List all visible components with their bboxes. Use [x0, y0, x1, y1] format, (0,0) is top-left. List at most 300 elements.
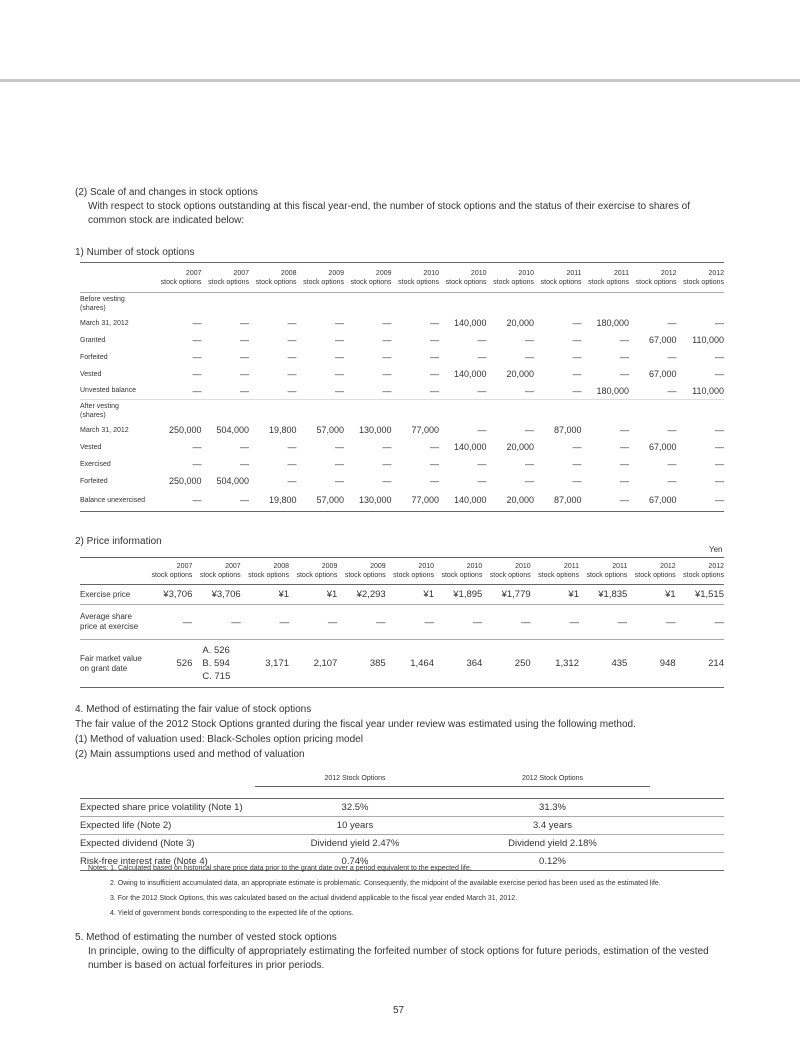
- table-cell: 20,000: [506, 318, 534, 328]
- column-type: stock options: [248, 572, 290, 579]
- empty-cell: [650, 798, 724, 816]
- table2-column-header: [482, 558, 530, 585]
- column-type: stock options: [344, 572, 386, 579]
- table-cell: 385: [369, 658, 386, 669]
- row-label: Average share price at exercise: [80, 605, 144, 640]
- table-cell: 140,000: [453, 318, 487, 328]
- table2-column-header: [434, 558, 482, 585]
- section5-heading: 5. Method of estimating the number of vested stock options: [75, 932, 337, 943]
- table-cell: 214: [708, 658, 724, 669]
- table-cell: —: [287, 318, 297, 328]
- table-cell: —: [667, 476, 677, 486]
- table-cell: —: [477, 459, 487, 469]
- table-cell: —: [287, 352, 297, 362]
- table-cell: —: [382, 385, 392, 396]
- column-year: 2010: [418, 563, 434, 570]
- table-cell: ¥2,293: [337, 585, 385, 605]
- table-cell: —: [335, 335, 344, 345]
- empty-header-cell: [80, 558, 144, 585]
- table2-unit: Yen: [709, 545, 723, 554]
- column-type: stock options: [199, 572, 241, 579]
- table-row: [80, 315, 724, 332]
- table-row: [80, 798, 724, 816]
- section2-heading: (2) Scale of and changes in stock options: [75, 187, 258, 198]
- table-cell: 504,000: [216, 476, 249, 486]
- empty-header-cell: [80, 263, 154, 293]
- table-cell: —: [382, 352, 392, 362]
- note-1: Notes: 1. Calculated based on historical share price data prior to the grant date over a period equivalent to the expected life.: [88, 865, 472, 872]
- section4-line2: (1) Method of valuation used: Black-Scholes option pricing model: [75, 734, 363, 745]
- table-cell: —: [667, 318, 677, 328]
- table-cell: ¥1: [627, 585, 675, 605]
- table2-column-header: [192, 558, 240, 585]
- table-cell: —: [335, 369, 344, 379]
- table-cell: —: [287, 442, 297, 452]
- table-cell: —: [192, 385, 202, 396]
- table-cell: —: [525, 352, 534, 362]
- table-cell: —: [430, 476, 439, 486]
- table-cell: 87,000: [553, 495, 582, 506]
- table-cell: —: [240, 369, 249, 379]
- column-year: 2010: [470, 269, 487, 277]
- table-cell: —: [240, 318, 249, 328]
- table-cell: —: [287, 369, 297, 379]
- table-cell: —: [192, 605, 240, 640]
- column-type: stock options: [489, 572, 531, 579]
- column-year: 2007: [176, 563, 193, 570]
- table-cell: 77,000: [411, 425, 439, 435]
- table-cell: —: [715, 442, 724, 452]
- cell-line: B. 594: [202, 658, 230, 669]
- table-cell: —: [477, 476, 487, 486]
- table-cell: 948: [659, 658, 676, 669]
- table-cell: 110,000: [692, 385, 724, 396]
- table2-column-header: [531, 558, 579, 585]
- table-cell: ¥1: [386, 585, 434, 605]
- row-label: Forfeited: [80, 477, 108, 485]
- row-label: Expected life (Note 2): [80, 816, 255, 834]
- table1-column-header: [534, 263, 582, 293]
- table-cell: 67,000: [648, 369, 677, 379]
- table-cell: —: [572, 385, 582, 396]
- table-cell: 130,000: [358, 425, 392, 435]
- table1-column-header: [249, 263, 297, 293]
- row-label: March 31, 2012: [80, 426, 129, 434]
- table-cell: ¥1: [289, 585, 337, 605]
- header-rule: [0, 79, 800, 82]
- table-cell: —: [572, 335, 582, 345]
- empty-cell: [650, 834, 724, 852]
- row-label: Vested: [80, 370, 102, 378]
- table3-header-row: [80, 772, 724, 786]
- table-cell: 130,000: [358, 495, 392, 506]
- table-cell: —: [287, 385, 297, 396]
- table1-title: 1) Number of stock options: [75, 247, 195, 258]
- column-type: stock options: [303, 278, 344, 286]
- table2-column-header: [144, 558, 192, 585]
- column-type: stock options: [588, 278, 629, 286]
- empty-header-cell: [80, 772, 255, 786]
- table1-column-header: [392, 263, 440, 293]
- table-cell: —: [192, 352, 202, 362]
- table-cell: —: [620, 476, 629, 486]
- table-cell: —: [620, 459, 629, 469]
- table-cell: 77,000: [411, 495, 439, 506]
- column-year: 2012: [708, 563, 724, 570]
- table-row: [80, 383, 724, 400]
- table-cell: —: [382, 318, 392, 328]
- table-cell: 435: [611, 658, 628, 669]
- table-cell: —: [572, 442, 582, 452]
- table1-column-header: [629, 263, 677, 293]
- table-cell: —: [240, 352, 249, 362]
- table1-column-header: [202, 263, 250, 293]
- table-cell: —: [335, 318, 344, 328]
- table1-column-header: [154, 263, 202, 293]
- table2-column-header: [627, 558, 675, 585]
- spacer-row: [80, 786, 724, 798]
- table-cell: ¥1,835: [579, 585, 627, 605]
- table-cell: ¥3,706: [192, 585, 240, 605]
- table-cell: —: [477, 352, 487, 362]
- table-cell: —: [430, 459, 439, 469]
- table-cell: 20,000: [506, 442, 534, 452]
- table-row: [80, 473, 724, 490]
- valuation-assumptions-table: [80, 772, 724, 871]
- table-cell: —: [525, 476, 534, 486]
- table-cell: 504,000: [216, 425, 249, 435]
- table-cell: 526: [176, 658, 193, 669]
- price-information-table: [80, 557, 724, 688]
- column-type: stock options: [540, 278, 582, 286]
- table-cell: 19,800: [268, 425, 297, 435]
- table-cell: 67,000: [648, 495, 677, 506]
- table-row: [80, 490, 724, 512]
- section-label: [80, 400, 724, 422]
- table-cell: 140,000: [453, 369, 487, 379]
- table-cell: —: [382, 476, 392, 486]
- table-cell: —: [572, 459, 582, 469]
- column-type: stock options: [445, 278, 487, 286]
- table-cell: 0.74%: [255, 852, 455, 870]
- table2-title: 2) Price information: [75, 536, 162, 547]
- column-year: 2012: [660, 563, 676, 570]
- section-label-line: (shares): [80, 304, 106, 312]
- table2-column-header: [386, 558, 434, 585]
- column-year: 2011: [613, 269, 629, 277]
- table-cell: —: [335, 476, 344, 486]
- column-year: 2008: [273, 563, 290, 570]
- column-year: 2009: [321, 563, 338, 570]
- column-year: 2012: [708, 269, 724, 277]
- section4-line3: (2) Main assumptions used and method of valuation: [75, 749, 305, 760]
- table-cell: —: [240, 385, 249, 396]
- table-cell: 1,312: [555, 658, 579, 669]
- table-cell: Dividend yield 2.47%: [255, 834, 455, 852]
- table1-column-header: [677, 263, 725, 293]
- column-year: 2007: [185, 269, 202, 277]
- table-cell: 0.12%: [455, 852, 650, 870]
- column-type: stock options: [296, 572, 338, 579]
- table-cell: —: [192, 369, 202, 379]
- table1-column-header: [439, 263, 487, 293]
- table-cell: 20,000: [506, 495, 534, 506]
- table-cell: —: [337, 605, 385, 640]
- table-cell: —: [382, 369, 392, 379]
- table-cell: —: [620, 495, 629, 506]
- table-cell: —: [715, 369, 724, 379]
- table-cell: 57,000: [316, 495, 344, 506]
- table-cell: —: [676, 605, 724, 640]
- table2-header-row: [80, 558, 724, 585]
- column-type: stock options: [160, 278, 202, 286]
- table-cell: —: [430, 385, 439, 396]
- table1-column-header: [487, 263, 535, 293]
- table-cell: —: [430, 335, 439, 345]
- table-cell: 67,000: [648, 335, 677, 345]
- table-cell: —: [192, 318, 202, 328]
- page-number: 57: [393, 1005, 405, 1016]
- column-year: 2011: [563, 563, 579, 570]
- table-cell: —: [240, 442, 249, 452]
- table-cell: —: [477, 425, 487, 435]
- table2-column-header: [289, 558, 337, 585]
- column-type: stock options: [634, 572, 676, 579]
- table-cell: —: [430, 318, 439, 328]
- column-year: 2009: [370, 563, 386, 570]
- table-row: [80, 585, 724, 605]
- table1-column-header: [297, 263, 345, 293]
- table-cell: —: [386, 605, 434, 640]
- table-cell: —: [241, 605, 289, 640]
- table-cell: —: [715, 318, 724, 328]
- column-type: stock options: [493, 278, 534, 286]
- table-cell: —: [430, 442, 439, 452]
- table-cell: ¥1: [531, 585, 579, 605]
- row-label: Balance unexercised: [80, 496, 145, 504]
- table-cell: —: [382, 442, 392, 452]
- table-cell: —: [572, 476, 582, 486]
- table-cell: —: [192, 442, 202, 452]
- table-cell: ¥1,515: [676, 585, 724, 605]
- table-cell: 140,000: [453, 495, 487, 506]
- table-cell: —: [667, 425, 677, 435]
- table-cell: —: [627, 605, 675, 640]
- empty-cell: [650, 852, 724, 870]
- table-cell: —: [715, 476, 724, 486]
- table-cell: —: [620, 442, 629, 452]
- table-cell: —: [192, 495, 202, 506]
- table-cell: —: [525, 459, 534, 469]
- section-label-line: (shares): [80, 411, 106, 419]
- column-year: 2009: [375, 269, 392, 277]
- table-cell: —: [715, 425, 724, 435]
- table-cell: —: [382, 335, 392, 345]
- table2-column-header: [579, 558, 627, 585]
- table-cell-multi: [192, 640, 240, 688]
- column-type: stock options: [151, 572, 193, 579]
- note-4: 4. Yield of government bonds corresponding to the expected life of the options.: [110, 910, 354, 917]
- column-year: 2009: [328, 269, 344, 277]
- table-cell: —: [572, 369, 582, 379]
- table1-column-header: [344, 263, 392, 293]
- row-label: Fair market value on grant date: [80, 653, 142, 673]
- table3-column-header: 2012 Stock Options: [455, 772, 650, 786]
- table-cell: —: [477, 335, 487, 345]
- table-cell: —: [715, 352, 724, 362]
- note-3: 3. For the 2012 Stock Options, this was calculated based on the actual dividend applicable to the fiscal year ended March 31, 2012.: [110, 895, 518, 902]
- spacer-cell: [80, 786, 724, 798]
- cell-line: A. 526: [202, 645, 230, 656]
- column-type: stock options: [255, 278, 297, 286]
- column-type: stock options: [683, 572, 724, 579]
- column-year: 2010: [466, 563, 483, 570]
- table-cell: Dividend yield 2.18%: [455, 834, 650, 852]
- table3-column-header: 2012 Stock Options: [255, 772, 455, 786]
- column-year: 2012: [660, 269, 677, 277]
- column-type: stock options: [586, 572, 628, 579]
- column-year: 2007: [225, 563, 241, 570]
- table-cell: —: [715, 459, 724, 469]
- table-cell: —: [192, 335, 202, 345]
- row-label: Exercised: [80, 460, 111, 468]
- section-label-row: [80, 400, 724, 422]
- table-cell: 19,800: [268, 495, 297, 506]
- section-label-row: [80, 293, 724, 315]
- table-cell: 110,000: [692, 335, 724, 345]
- table-cell: 3,171: [265, 658, 290, 669]
- table2-column-header: [676, 558, 724, 585]
- table-cell: —: [287, 335, 297, 345]
- table-cell: —: [287, 476, 297, 486]
- cell-line: C. 715: [202, 671, 231, 682]
- table-cell: —: [289, 605, 337, 640]
- column-type: stock options: [683, 278, 724, 286]
- table-row: [80, 422, 724, 439]
- row-label: Risk-free interest rate (Note 4): [80, 852, 255, 870]
- table-cell: 2,107: [313, 658, 338, 669]
- row-label: Expected share price volatility (Note 1): [80, 798, 255, 816]
- table1-header-row: [80, 263, 724, 293]
- table-cell: 3.4 years: [455, 816, 650, 834]
- table-cell: —: [531, 605, 579, 640]
- table-row: [80, 332, 724, 349]
- table-cell: —: [287, 459, 297, 469]
- table-cell: —: [620, 425, 629, 435]
- table-cell: —: [430, 369, 439, 379]
- column-year: 2008: [280, 269, 297, 277]
- row-label: Vested: [80, 443, 102, 451]
- section4-line1: The fair value of the 2012 Stock Options granted during the fiscal year under review was estimated using the following method.: [75, 719, 636, 730]
- column-year: 2010: [515, 563, 531, 570]
- table-cell: —: [572, 318, 582, 328]
- column-type: stock options: [538, 572, 579, 579]
- table-cell: ¥1: [241, 585, 289, 605]
- table-cell: —: [525, 425, 534, 435]
- table-cell: 87,000: [553, 425, 582, 435]
- table-cell: —: [335, 442, 344, 452]
- column-type: stock options: [393, 572, 434, 579]
- row-label: Unvested balance: [80, 387, 137, 395]
- table-cell: —: [715, 495, 724, 506]
- row-label: Exercise price: [80, 585, 144, 605]
- table-cell: 250: [514, 658, 531, 669]
- table-cell: —: [240, 495, 249, 506]
- section2-intro: With respect to stock options outstanding at this fiscal year-end, the number of stock options and the status of their exercise to shares of common stock are indicated below:: [88, 201, 690, 226]
- table-cell: —: [335, 459, 344, 469]
- table-cell: 364: [466, 658, 483, 669]
- table-cell: —: [525, 385, 534, 396]
- row-label: Forfeited: [80, 353, 108, 361]
- table-cell: 250,000: [168, 425, 202, 435]
- table-cell: ¥1,895: [434, 585, 482, 605]
- table-row: [80, 366, 724, 383]
- column-type: stock options: [208, 278, 249, 286]
- row-label: Expected dividend (Note 3): [80, 834, 255, 852]
- table-row: [80, 439, 724, 456]
- section4-heading: 4. Method of estimating the fair value of stock options: [75, 704, 312, 715]
- table-cell: —: [620, 335, 629, 345]
- table-cell: 180,000: [596, 385, 629, 396]
- table-cell: —: [192, 459, 202, 469]
- table-cell: —: [434, 605, 482, 640]
- table-cell: —: [335, 385, 344, 396]
- table-row: [80, 640, 724, 688]
- column-type: stock options: [635, 278, 677, 286]
- table-cell: —: [144, 605, 192, 640]
- table-cell: —: [620, 369, 629, 379]
- table-cell: 20,000: [506, 369, 534, 379]
- table-cell: 1,464: [410, 658, 434, 669]
- column-year: 2007: [233, 269, 249, 277]
- table-cell: 67,000: [648, 442, 677, 452]
- column-type: stock options: [441, 572, 483, 579]
- note-2: 2. Owing to insufficient accumulated data, an appropriate estimate is problematic. Consequently, the midpoint of the available exercise period has been used as the estimated life.: [110, 880, 661, 887]
- table-cell: 57,000: [316, 425, 344, 435]
- table-cell: —: [667, 459, 677, 469]
- table-cell: 31.3%: [455, 798, 650, 816]
- table-cell: —: [667, 352, 677, 362]
- section-label: [80, 293, 724, 315]
- table-cell: —: [240, 459, 249, 469]
- table-cell: —: [382, 459, 392, 469]
- table-cell: 10 years: [255, 816, 455, 834]
- empty-cell: [650, 816, 724, 834]
- section-label-line: After vesting: [80, 402, 119, 410]
- empty-header-cell: [650, 772, 724, 786]
- table-row: [80, 816, 724, 834]
- table-cell: —: [482, 605, 530, 640]
- section5-body: In principle, owing to the difficulty of appropriately estimating the forfeited number of stock options for future periods, estimation of the vested number is based on actual forfeitures in prior periods.: [88, 946, 709, 971]
- table-cell: —: [620, 352, 629, 362]
- column-year: 2010: [423, 269, 439, 277]
- table-cell: 32.5%: [255, 798, 455, 816]
- column-year: 2011: [612, 563, 628, 570]
- table-row: [80, 605, 724, 640]
- table-cell: —: [430, 352, 439, 362]
- table2-column-header: [337, 558, 385, 585]
- row-label: Granted: [80, 336, 106, 344]
- stock-options-count-table: [80, 262, 724, 512]
- column-year: 2011: [566, 269, 582, 277]
- table-cell: —: [572, 352, 582, 362]
- table-cell: —: [335, 352, 344, 362]
- column-type: stock options: [398, 278, 439, 286]
- table1-column-header: [582, 263, 630, 293]
- table2-column-header: [241, 558, 289, 585]
- table-cell: 180,000: [596, 318, 629, 328]
- table-row: [80, 834, 724, 852]
